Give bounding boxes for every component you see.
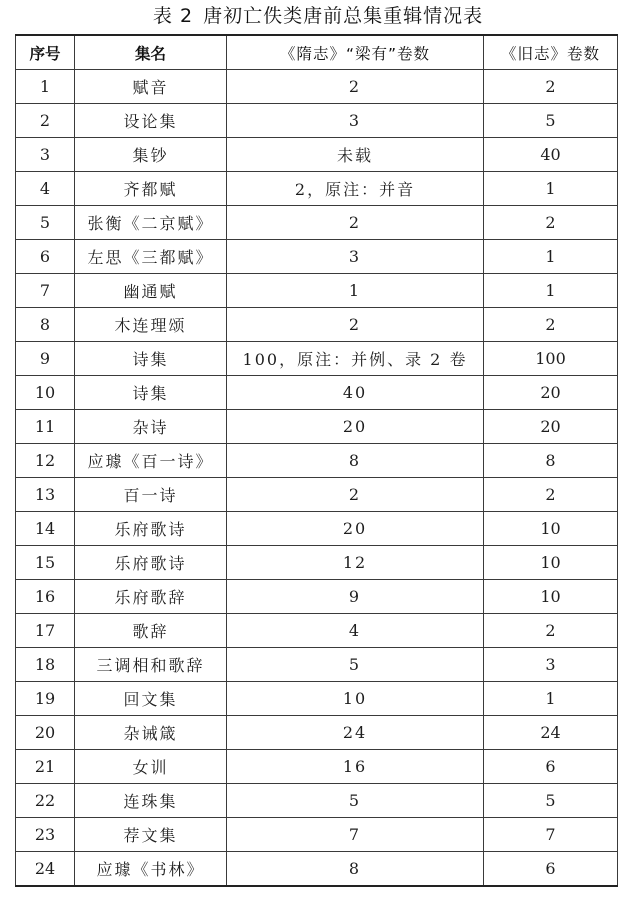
cell-serial-number: 24 — [16, 852, 75, 887]
cell-collection-name: 乐府歌诗 — [75, 512, 227, 546]
cell-serial-number: 1 — [16, 70, 75, 104]
header-suizhi-volumes: 《隋志》“梁有”卷数 — [227, 35, 484, 70]
cell-serial-number: 8 — [16, 308, 75, 342]
table-row — [16, 240, 618, 274]
table-row — [16, 818, 618, 852]
cell-serial-number: 15 — [16, 546, 75, 580]
table-row — [16, 376, 618, 410]
cell-suizhi-volumes: 1 — [227, 274, 484, 308]
table-row — [16, 104, 618, 138]
header-serial-number: 序号 — [16, 35, 75, 70]
cell-jiuzhi-volumes: 10 — [484, 512, 618, 546]
cell-jiuzhi-volumes: 1 — [484, 172, 618, 206]
header-jiuzhi-volumes: 《旧志》卷数 — [484, 35, 618, 70]
cell-collection-name: 诗集 — [75, 342, 227, 376]
cell-jiuzhi-volumes: 5 — [484, 104, 618, 138]
cell-serial-number: 5 — [16, 206, 75, 240]
cell-serial-number: 7 — [16, 274, 75, 308]
table-number: 表 2 — [152, 5, 194, 27]
cell-suizhi-volumes: 2，原注：并音 — [227, 172, 484, 206]
cell-serial-number: 4 — [16, 172, 75, 206]
header-collection-name: 集名 — [75, 35, 227, 70]
cell-collection-name: 集钞 — [75, 138, 227, 172]
cell-jiuzhi-volumes: 1 — [484, 240, 618, 274]
cell-serial-number: 3 — [16, 138, 75, 172]
cell-serial-number: 23 — [16, 818, 75, 852]
table-row — [16, 512, 618, 546]
cell-serial-number: 13 — [16, 478, 75, 512]
cell-suizhi-volumes: 5 — [227, 648, 484, 682]
table-body — [16, 70, 618, 887]
table-row — [16, 206, 618, 240]
table-row — [16, 784, 618, 818]
cell-collection-name: 木连理颂 — [75, 308, 227, 342]
cell-jiuzhi-volumes: 24 — [484, 716, 618, 750]
cell-serial-number: 18 — [16, 648, 75, 682]
table-row — [16, 682, 618, 716]
cell-suizhi-volumes: 40 — [227, 376, 484, 410]
table-row — [16, 478, 618, 512]
cell-suizhi-volumes: 2 — [227, 478, 484, 512]
cell-jiuzhi-volumes: 2 — [484, 308, 618, 342]
cell-collection-name: 乐府歌辞 — [75, 580, 227, 614]
cell-jiuzhi-volumes: 3 — [484, 648, 618, 682]
cell-suizhi-volumes: 8 — [227, 852, 484, 887]
cell-jiuzhi-volumes: 20 — [484, 376, 618, 410]
table-row — [16, 444, 618, 478]
table-row — [16, 716, 618, 750]
cell-suizhi-volumes: 2 — [227, 308, 484, 342]
cell-jiuzhi-volumes: 2 — [484, 206, 618, 240]
cell-collection-name: 齐都赋 — [75, 172, 227, 206]
cell-collection-name: 乐府歌诗 — [75, 546, 227, 580]
cell-collection-name: 三调相和歌辞 — [75, 648, 227, 682]
cell-suizhi-volumes: 20 — [227, 512, 484, 546]
cell-suizhi-volumes: 未载 — [227, 138, 484, 172]
cell-collection-name: 诗集 — [75, 376, 227, 410]
cell-jiuzhi-volumes: 40 — [484, 138, 618, 172]
cell-jiuzhi-volumes: 2 — [484, 614, 618, 648]
table-row — [16, 580, 618, 614]
cell-collection-name: 应璩《书林》 — [75, 852, 227, 887]
cell-suizhi-volumes: 24 — [227, 716, 484, 750]
cell-collection-name: 幽通赋 — [75, 274, 227, 308]
cell-serial-number: 19 — [16, 682, 75, 716]
cell-serial-number: 6 — [16, 240, 75, 274]
cell-collection-name: 杂诗 — [75, 410, 227, 444]
cell-serial-number: 17 — [16, 614, 75, 648]
cell-suizhi-volumes: 2 — [227, 206, 484, 240]
collections-table — [15, 34, 618, 887]
table-row — [16, 342, 618, 376]
cell-jiuzhi-volumes: 100 — [484, 342, 618, 376]
table-row — [16, 750, 618, 784]
cell-serial-number: 20 — [16, 716, 75, 750]
cell-collection-name: 女训 — [75, 750, 227, 784]
cell-jiuzhi-volumes: 6 — [484, 750, 618, 784]
cell-collection-name: 回文集 — [75, 682, 227, 716]
table-row — [16, 410, 618, 444]
cell-serial-number: 10 — [16, 376, 75, 410]
cell-jiuzhi-volumes: 5 — [484, 784, 618, 818]
table-row — [16, 70, 618, 104]
cell-suizhi-volumes: 12 — [227, 546, 484, 580]
table-row — [16, 546, 618, 580]
cell-suizhi-volumes: 20 — [227, 410, 484, 444]
cell-suizhi-volumes: 4 — [227, 614, 484, 648]
cell-serial-number: 11 — [16, 410, 75, 444]
cell-collection-name: 设论集 — [75, 104, 227, 138]
cell-serial-number: 12 — [16, 444, 75, 478]
table-row — [16, 172, 618, 206]
cell-suizhi-volumes: 9 — [227, 580, 484, 614]
cell-jiuzhi-volumes: 1 — [484, 274, 618, 308]
cell-jiuzhi-volumes: 8 — [484, 444, 618, 478]
cell-collection-name: 百一诗 — [75, 478, 227, 512]
cell-suizhi-volumes: 100，原注：并例、录 2 卷 — [227, 342, 484, 376]
cell-serial-number: 14 — [16, 512, 75, 546]
cell-suizhi-volumes: 2 — [227, 70, 484, 104]
cell-serial-number: 2 — [16, 104, 75, 138]
cell-jiuzhi-volumes: 20 — [484, 410, 618, 444]
cell-collection-name: 应璩《百一诗》 — [75, 444, 227, 478]
cell-jiuzhi-volumes: 1 — [484, 682, 618, 716]
cell-jiuzhi-volumes: 10 — [484, 546, 618, 580]
cell-collection-name: 荐文集 — [75, 818, 227, 852]
cell-jiuzhi-volumes: 2 — [484, 478, 618, 512]
cell-suizhi-volumes: 10 — [227, 682, 484, 716]
cell-jiuzhi-volumes: 10 — [484, 580, 618, 614]
cell-suizhi-volumes: 16 — [227, 750, 484, 784]
cell-suizhi-volumes: 8 — [227, 444, 484, 478]
table-caption — [0, 4, 634, 28]
cell-jiuzhi-volumes: 6 — [484, 852, 618, 887]
cell-serial-number: 9 — [16, 342, 75, 376]
cell-jiuzhi-volumes: 2 — [484, 70, 618, 104]
table-row — [16, 308, 618, 342]
cell-collection-name: 杂诫箴 — [75, 716, 227, 750]
cell-serial-number: 21 — [16, 750, 75, 784]
cell-jiuzhi-volumes: 7 — [484, 818, 618, 852]
cell-serial-number: 22 — [16, 784, 75, 818]
table-row — [16, 614, 618, 648]
cell-serial-number: 16 — [16, 580, 75, 614]
cell-suizhi-volumes: 7 — [227, 818, 484, 852]
cell-suizhi-volumes: 3 — [227, 240, 484, 274]
cell-collection-name: 左思《三都赋》 — [75, 240, 227, 274]
table-title: 唐初亡佚类唐前总集重辑情况表 — [203, 5, 484, 27]
cell-suizhi-volumes: 5 — [227, 784, 484, 818]
cell-collection-name: 赋音 — [75, 70, 227, 104]
cell-collection-name: 歌辞 — [75, 614, 227, 648]
table-row — [16, 852, 618, 887]
table-row — [16, 648, 618, 682]
cell-suizhi-volumes: 3 — [227, 104, 484, 138]
table-row — [16, 138, 618, 172]
cell-collection-name: 张衡《二京赋》 — [75, 206, 227, 240]
header-row — [16, 35, 618, 70]
table-row — [16, 274, 618, 308]
cell-collection-name: 连珠集 — [75, 784, 227, 818]
